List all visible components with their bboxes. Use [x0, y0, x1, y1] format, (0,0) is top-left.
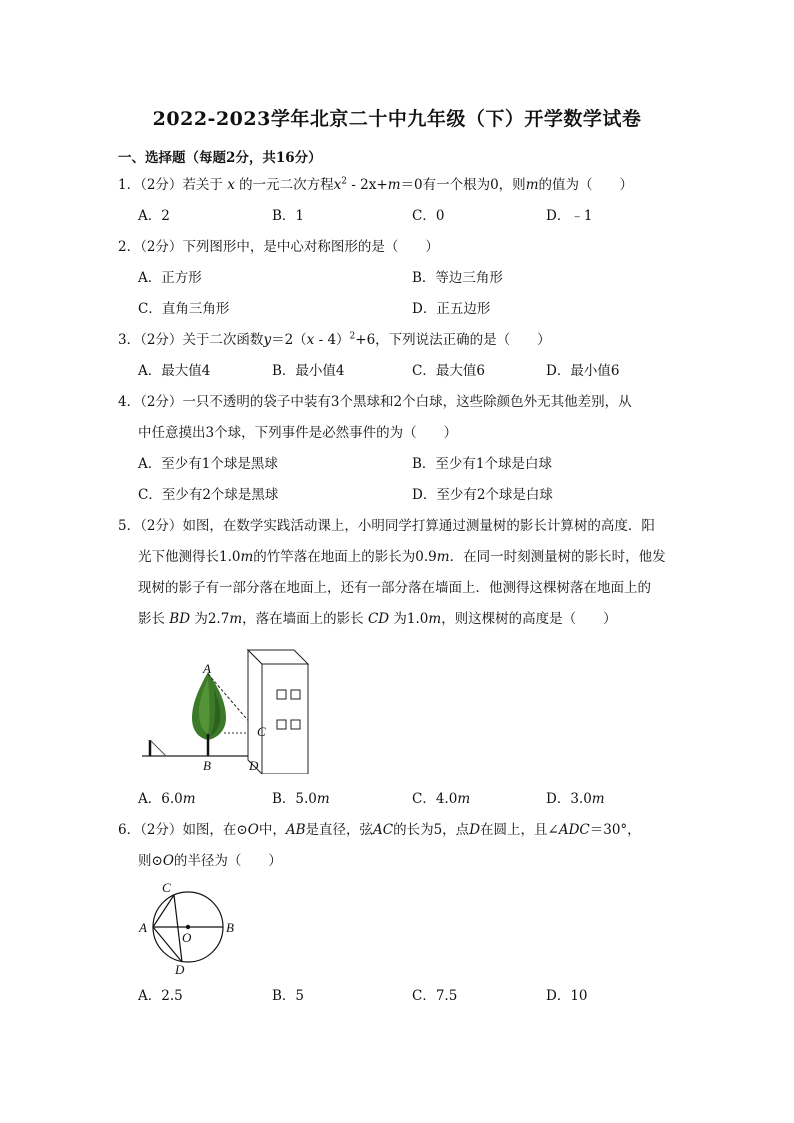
label-O: O — [182, 930, 192, 945]
label-B: B — [203, 758, 211, 773]
question-2-stem: 2．（2分）下列图形中，是中心对称图形的是（ ） — [118, 239, 439, 255]
q1-option-c: C．0 — [412, 208, 445, 224]
q2-option-b: B．等边三角形 — [412, 270, 503, 286]
chord-cd — [174, 895, 182, 962]
q4-option-b: B．至少有1个球是白球 — [412, 456, 553, 472]
label-A: A — [203, 661, 211, 676]
question-4-stem-line1: 4．（2分）一只不透明的袋子中装有3个黑球和2个白球，这些除颜色外无其他差别，从 — [118, 394, 632, 410]
tree-icon — [192, 672, 226, 756]
tree-shadow-figure — [136, 644, 316, 774]
chord-ac — [153, 895, 174, 927]
question-5-stem-line1: 5．（2分）如图，在数学实践活动课上，小明同学打算通过测量树的影长计算树的高度．阳 — [118, 518, 655, 534]
q6-option-a: A．2.5 — [138, 988, 183, 1004]
q6-option-c: C．7.5 — [412, 988, 458, 1004]
q4-option-c: C．至少有2个球是黑球 — [138, 487, 279, 503]
q4-option-a: A．至少有1个球是黑球 — [138, 456, 278, 472]
label-D: D — [249, 758, 259, 773]
q3-option-b: B．最小值4 — [272, 363, 345, 379]
question-5-stem-line2: 光下他测得长1.0m的竹竿落在地面上的影长为0.9m．在同一时刻测量树的影长时，他发 — [138, 549, 666, 565]
question-6-stem-line2: 则⊙O的半径为（ ） — [138, 853, 282, 869]
q1-option-d: D．﹣1 — [546, 208, 593, 224]
q6-option-b: B．5 — [272, 988, 305, 1004]
q2-option-c: C．直角三角形 — [138, 301, 230, 317]
question-5-stem-line3: 现树的影子有一部分落在地面上，还有一部分落在墙面上．他测得这棵树落在地面上的 — [138, 580, 651, 596]
label-C: C — [257, 724, 266, 739]
section-heading: 一、选择题（每题2分，共16分） — [118, 150, 322, 166]
q3-option-a: A．最大值4 — [138, 363, 211, 379]
q5-option-b: B．5.0m — [272, 791, 330, 807]
q5-option-a: A．6.0m — [138, 791, 196, 807]
label-D: D — [175, 962, 185, 976]
q1-option-a: A．2 — [138, 208, 170, 224]
question-3-stem: 3．（2分）关于二次函数y＝2（x - 4）$^2$+6，下列说法正确的是（ ） — [118, 331, 551, 348]
q3-option-d: D．最小值6 — [546, 363, 620, 379]
question-4-stem-line2: 中任意摸出3个球，下列事件是必然事件的为（ ） — [138, 425, 458, 441]
label-C: C — [162, 880, 171, 895]
question-6-stem-line1: 6．（2分）如图，在⊙O中，AB是直径，弦AC的长为5，点D在圆上，且∠ADC＝30°， — [118, 822, 641, 838]
label-B: B — [226, 920, 234, 935]
label-A: A — [139, 920, 147, 935]
q6-option-d: D．10 — [546, 988, 588, 1004]
page-title: 2022-2023学年北京二十中九年级（下）开学数学试卷 — [152, 108, 642, 130]
pole-shadow-ray — [150, 740, 166, 756]
q5-option-c: C．4.0m — [412, 791, 471, 807]
q2-option-d: D．正五边形 — [412, 301, 491, 317]
question-1-stem: 1．（2分）若关于 x 的一元二次方程$x^2 - 2x+m=0$有一个根为0，则m的值为（ ） — [118, 176, 633, 193]
q2-option-a: A．正方形 — [138, 270, 202, 286]
circle-figure — [134, 876, 244, 976]
building-icon — [248, 650, 308, 774]
center-point — [186, 925, 190, 929]
q4-option-d: D．至少有2个球是白球 — [412, 487, 553, 503]
q3-option-c: C．最大值6 — [412, 363, 485, 379]
q5-option-d: D．3.0m — [546, 791, 605, 807]
q1-option-b: B．1 — [272, 208, 305, 224]
question-5-stem-line4: 影长 BD 为2.7m，落在墙面上的影长 CD 为1.0m，则这棵树的高度是（ ） — [138, 611, 617, 627]
